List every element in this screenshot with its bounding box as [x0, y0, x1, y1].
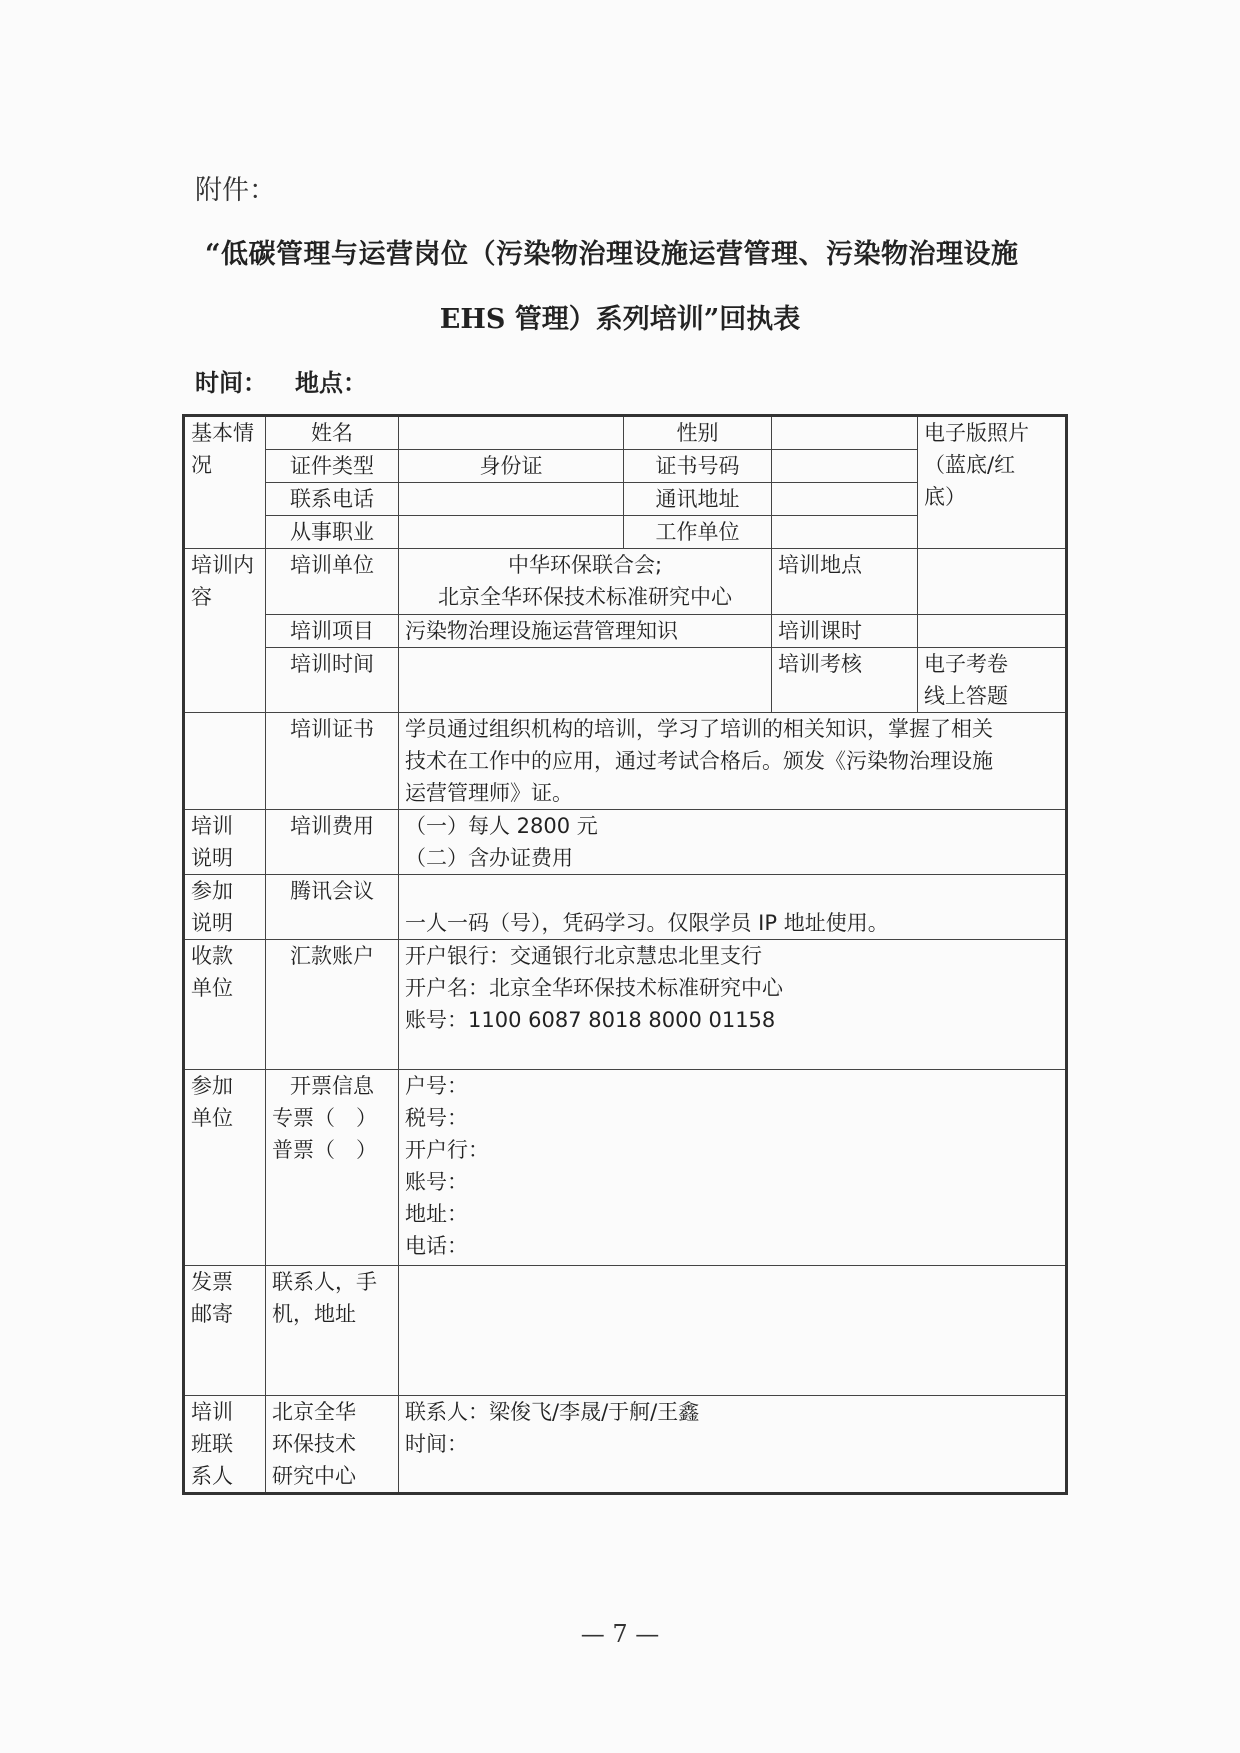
training-org-line1: 中华环保联合会;: [507, 553, 663, 577]
photo-note-line3: 底）: [924, 485, 966, 509]
payee-section: [184, 940, 266, 1070]
id-type-label: 证件类型: [266, 450, 399, 483]
training-section: 培训内容: [184, 549, 266, 713]
invoice-normal-option[interactable]: 普票（ ）: [272, 1138, 377, 1162]
invoice-account-field[interactable]: 账号：: [405, 1170, 468, 1194]
invoice-label-cell: [266, 1070, 399, 1266]
exam-line2: 线上答题: [924, 684, 1008, 708]
invoice-special-option[interactable]: 专票（ ）: [272, 1106, 377, 1130]
payee-details: [399, 940, 1067, 1070]
invoice-fields[interactable]: [399, 1070, 1067, 1266]
place-label: 地点：: [295, 369, 367, 397]
payee-section-line1: 收款: [191, 944, 233, 968]
contact-org: [266, 1396, 399, 1494]
invoice-bank-field[interactable]: 开户行：: [405, 1138, 489, 1162]
job-input[interactable]: [399, 516, 624, 549]
mail-label-line1: 联系人，手: [272, 1270, 377, 1294]
training-place-input[interactable]: [918, 549, 1067, 615]
contact-org-line1: 北京全华: [272, 1400, 356, 1424]
contact-org-line3: 研究中心: [272, 1464, 356, 1488]
contact-persons: 联系人：梁俊飞/李晟/于舸/王鑫: [405, 1400, 700, 1424]
certificate-section: [184, 713, 266, 810]
invoice-tax-field[interactable]: 税号：: [405, 1106, 468, 1130]
fee-section-line2: 说明: [191, 846, 233, 870]
time-place-line: [195, 363, 367, 398]
mail-section-line2: 邮寄: [191, 1302, 233, 1326]
contact-section-line2: 班联: [191, 1432, 233, 1456]
phone-input[interactable]: [399, 483, 624, 516]
training-hours-label: 培训课时: [772, 615, 918, 648]
contact-section-line1: 培训: [191, 1400, 233, 1424]
address-label: 通讯地址: [624, 483, 772, 516]
time-label: 时间：: [195, 369, 267, 397]
photo-note-line2: （蓝底/红: [924, 453, 1016, 477]
training-exam-label: 培训考核: [772, 648, 918, 713]
phone-label: 联系电话: [266, 483, 399, 516]
payee-label: 汇款账户: [266, 940, 399, 1070]
invoice-section-line2: 单位: [191, 1106, 233, 1130]
certificate-label: 培训证书: [266, 713, 399, 810]
photo-note-line1: 电子版照片: [924, 421, 1029, 445]
form-title-line1: “低碳管理与运营岗位（污染物治理设施运营管理、污染物治理设施: [205, 239, 1019, 270]
fee-text: [399, 810, 1067, 875]
payee-bank: 开户银行：交通银行北京慧忠北里支行: [405, 944, 762, 968]
invoice-section-line1: 参加: [191, 1074, 233, 1098]
invoice-address-field[interactable]: 地址：: [405, 1202, 468, 1226]
mail-section: [184, 1266, 266, 1396]
gender-label: 性别: [624, 416, 772, 450]
meeting-section-line1: 参加: [191, 879, 233, 903]
meeting-section-line2: 说明: [191, 911, 233, 935]
certificate-text: [399, 713, 1067, 810]
employer-input[interactable]: [772, 516, 918, 549]
mail-label-line2: 机，地址: [272, 1302, 356, 1326]
registration-form-table: [182, 414, 1068, 1495]
contact-org-line2: 环保技术: [272, 1432, 356, 1456]
fee-line1: （一）每人 2800 元: [405, 814, 598, 838]
certificate-line1: 学员通过组织机构的培训，学习了培训的相关知识，掌握了相关: [405, 717, 993, 741]
training-time-label: 培训时间: [266, 648, 399, 713]
payee-section-line2: 单位: [191, 976, 233, 1000]
payee-account-no: 账号：1100 6087 8018 8000 01158: [405, 1008, 776, 1032]
invoice-section: [184, 1070, 266, 1266]
invoice-account-holder-field[interactable]: 户号：: [405, 1074, 468, 1098]
contact-time: 时间：: [405, 1432, 468, 1456]
training-org-line2: 北京全华环保技术标准研究中心: [438, 585, 732, 609]
training-project-value: 污染物治理设施运营管理知识: [399, 615, 772, 648]
meeting-note: 一人一码（号），凭码学习。仅限学员 IP 地址使用。: [399, 875, 1067, 940]
exam-line1: 电子考卷: [924, 652, 1008, 676]
contact-details: [399, 1396, 1067, 1494]
certificate-line2: 技术在工作中的应用，通过考试合格后。颁发《污染物治理设施: [405, 749, 993, 773]
name-label: 姓名: [266, 416, 399, 450]
training-org-label: 培训单位: [266, 549, 399, 615]
meeting-label: 腾讯会议: [266, 875, 399, 940]
page-number: — 7 —: [580, 1620, 660, 1648]
photo-cell[interactable]: [918, 416, 1067, 549]
address-input[interactable]: [772, 483, 918, 516]
payee-account-name: 开户名：北京全华环保技术标准研究中心: [405, 976, 783, 1000]
training-project-label: 培训项目: [266, 615, 399, 648]
gender-input[interactable]: [772, 416, 918, 450]
name-input[interactable]: [399, 416, 624, 450]
meeting-section: [184, 875, 266, 940]
fee-section: [184, 810, 266, 875]
mail-input[interactable]: [399, 1266, 1067, 1396]
certificate-line3: 运营管理师》证。: [405, 781, 573, 805]
fee-section-line1: 培训: [191, 814, 233, 838]
training-exam-value: [918, 648, 1067, 713]
attachment-label: 附件：: [195, 175, 276, 206]
mail-section-line1: 发票: [191, 1270, 233, 1294]
cert-no-input[interactable]: [772, 450, 918, 483]
training-time-input[interactable]: [399, 648, 772, 713]
contact-section-line3: 系人: [191, 1464, 233, 1488]
invoice-phone-field[interactable]: 电话：: [405, 1234, 468, 1258]
job-label: 从事职业: [266, 516, 399, 549]
training-hours-input[interactable]: [918, 615, 1067, 648]
fee-label: 培训费用: [266, 810, 399, 875]
form-title-line2: EHS 管理）系列培训”回执表: [439, 304, 801, 335]
fee-line2: （二）含办证费用: [405, 846, 573, 870]
cert-no-label: 证书号码: [624, 450, 772, 483]
mail-label: [266, 1266, 399, 1396]
employer-label: 工作单位: [624, 516, 772, 549]
training-org-value: [399, 549, 772, 615]
training-place-label: 培训地点: [772, 549, 918, 615]
id-type-value[interactable]: 身份证: [399, 450, 624, 483]
invoice-label: 开票信息: [290, 1074, 374, 1098]
contact-section: [184, 1396, 266, 1494]
basic-info-section: 基本情况: [184, 416, 266, 549]
